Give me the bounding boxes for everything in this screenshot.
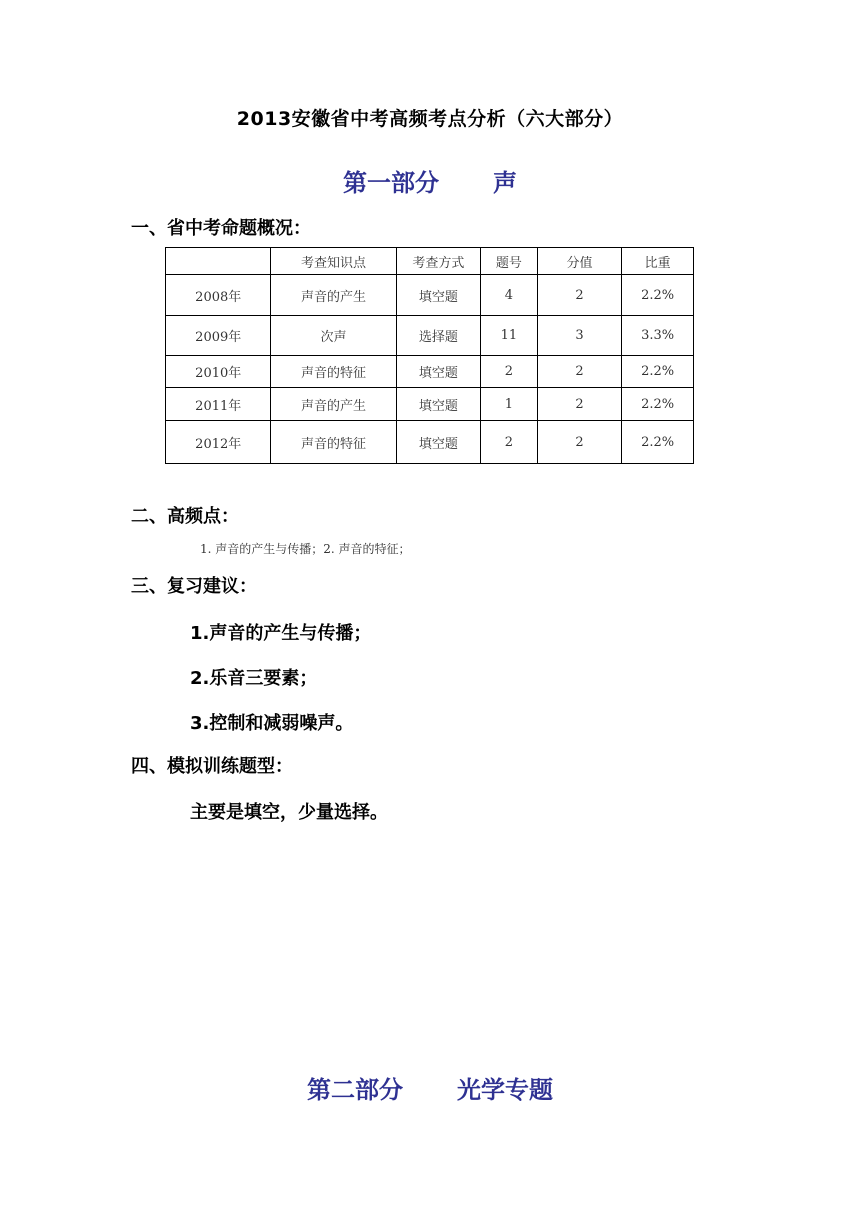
table-header-cell: 分值 xyxy=(537,248,621,275)
table-cell: 2011年 xyxy=(166,388,271,421)
section-practice-types-heading: 四、模拟训练题型： xyxy=(131,756,293,777)
section-exam-overview-heading: 一、省中考命题概况： xyxy=(131,218,311,239)
table-cell: 填空题 xyxy=(396,421,480,464)
table-cell: 3 xyxy=(537,316,621,356)
table-cell: 2010年 xyxy=(166,356,271,388)
table-cell: 1 xyxy=(481,388,538,421)
table-cell: 2009年 xyxy=(166,316,271,356)
table-cell: 次声 xyxy=(271,316,396,356)
review-advice-item: 3.控制和减弱噪声。 xyxy=(190,713,354,734)
table-cell: 4 xyxy=(481,275,538,316)
table-cell: 3.3% xyxy=(622,316,694,356)
review-advice-item: 2.乐音三要素； xyxy=(190,668,318,689)
table-cell: 声音的产生 xyxy=(271,388,396,421)
part-two-title xyxy=(0,1070,860,1105)
exam-overview-table xyxy=(165,247,694,464)
table-cell: 2 xyxy=(537,421,621,464)
table-header-cell: 考查知识点 xyxy=(271,248,396,275)
table-cell: 填空题 xyxy=(396,388,480,421)
part-two-topic: 光学专题 xyxy=(457,1076,553,1104)
table-row xyxy=(166,316,694,356)
part-one-topic: 声 xyxy=(493,169,517,197)
table-cell: 2012年 xyxy=(166,421,271,464)
table-header-cell: 比重 xyxy=(622,248,694,275)
table-cell: 11 xyxy=(481,316,538,356)
part-two-label: 第二部分 xyxy=(307,1076,403,1104)
table-cell: 选择题 xyxy=(396,316,480,356)
table-row xyxy=(166,356,694,388)
table-cell: 2 xyxy=(537,388,621,421)
table-cell: 2 xyxy=(481,356,538,388)
table-cell: 2.2% xyxy=(622,388,694,421)
table-cell: 声音的特征 xyxy=(271,356,396,388)
table-header-cell: 考查方式 xyxy=(396,248,480,275)
table-cell: 2.2% xyxy=(622,275,694,316)
section-review-advice-heading: 三、复习建议： xyxy=(131,576,257,597)
table-header-cell: 题号 xyxy=(481,248,538,275)
table-header-row xyxy=(166,248,694,275)
table-row xyxy=(166,421,694,464)
table-cell: 声音的特征 xyxy=(271,421,396,464)
review-advice-item: 1.声音的产生与传播； xyxy=(190,623,372,644)
table-cell: 2008年 xyxy=(166,275,271,316)
table-cell: 2.2% xyxy=(622,356,694,388)
table-cell: 填空题 xyxy=(396,275,480,316)
table-header-cell xyxy=(166,248,271,275)
table-cell: 2 xyxy=(537,275,621,316)
part-one-title xyxy=(0,163,860,198)
table-cell: 2 xyxy=(481,421,538,464)
table-cell: 2.2% xyxy=(622,421,694,464)
practice-types-text: 主要是填空，少量选择。 xyxy=(190,802,388,823)
section-high-frequency-heading: 二、高频点： xyxy=(131,506,239,527)
table-row xyxy=(166,388,694,421)
document-title: 2013安徽省中考高频考点分析（六大部分） xyxy=(236,108,624,130)
high-frequency-points-text: 1. 声音的产生与传播；2. 声音的特征； xyxy=(200,542,411,556)
table-cell: 声音的产生 xyxy=(271,275,396,316)
table-cell: 填空题 xyxy=(396,356,480,388)
table-cell: 2 xyxy=(537,356,621,388)
part-one-label: 第一部分 xyxy=(343,169,439,197)
table-row xyxy=(166,275,694,316)
